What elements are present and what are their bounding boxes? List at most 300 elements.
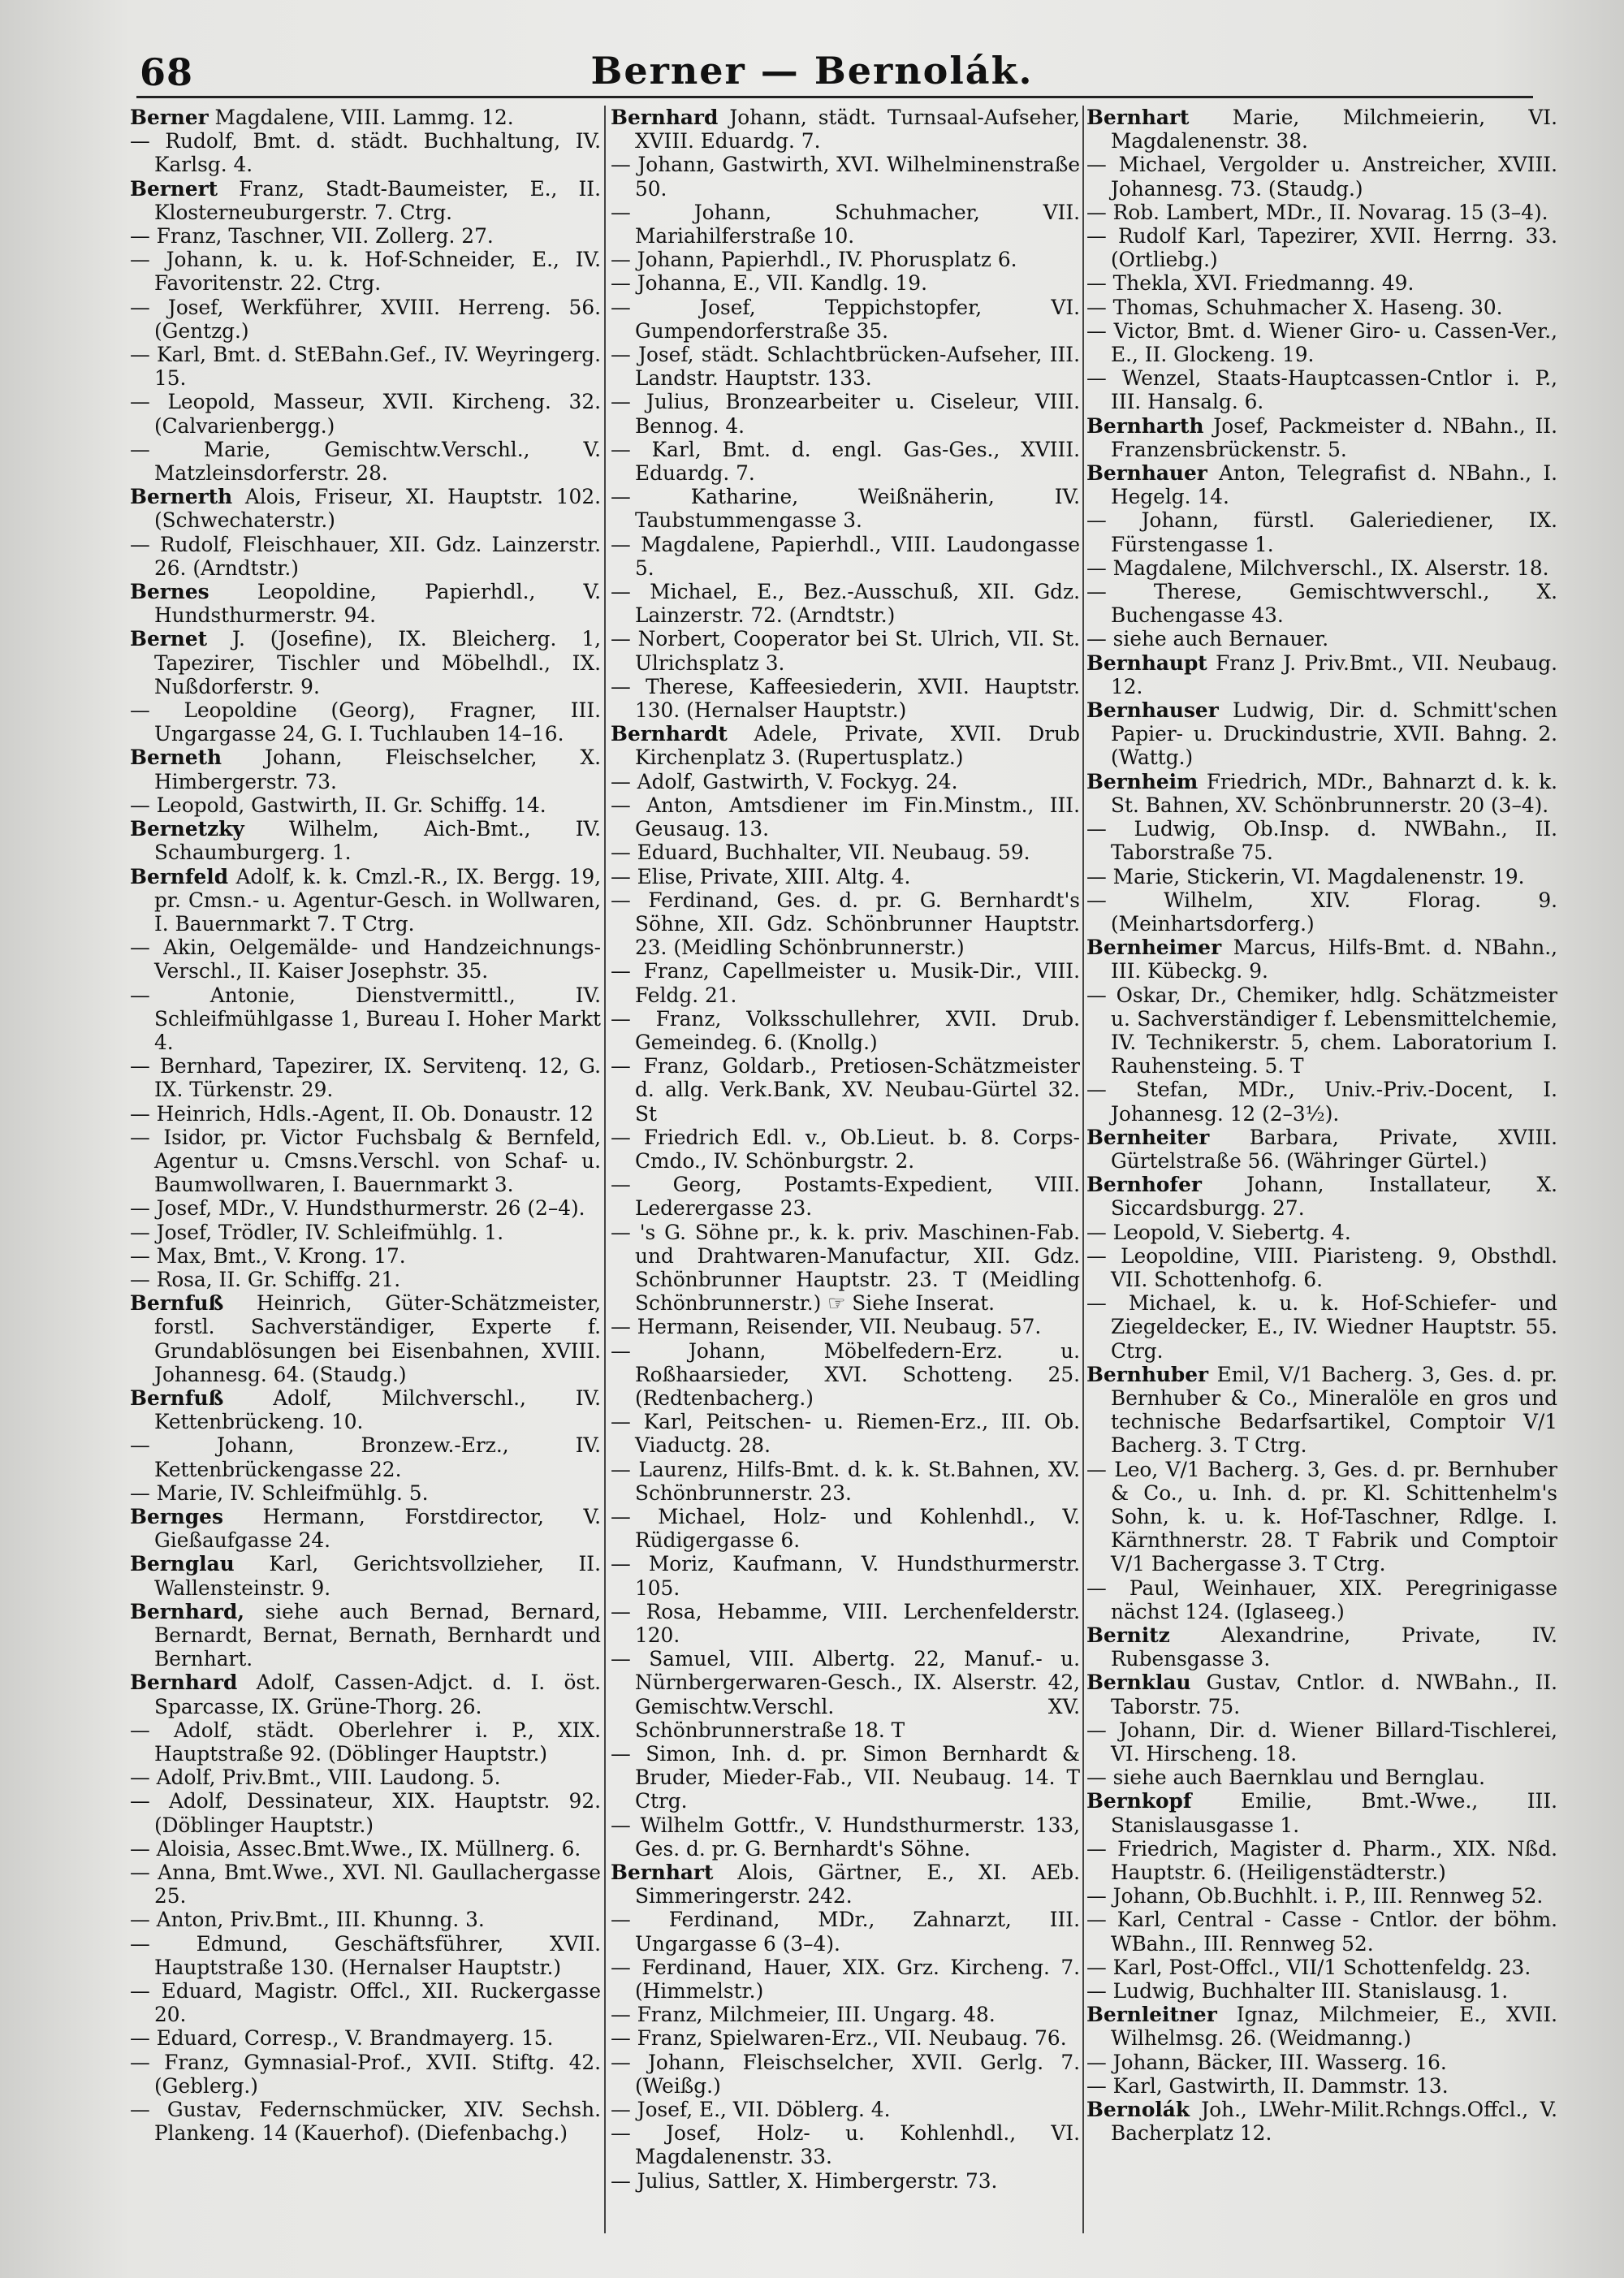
directory-entry <box>1086 580 1557 627</box>
directory-entry <box>611 1956 1080 2003</box>
entry-text: — Leo, V/1 Bacherg. 3, Ges. d. pr. Bernhuber & Co., u. Inh. d. pr. Kl. Schittenhelm's Sohn, k. u. k. Hof-Taschner, Rdlge. I. Kärnthnerstr. 28. T Fabrik und Comptoir V/1 Bachergasse 3. T Ctrg. <box>1086 1457 1557 1576</box>
directory-entry <box>611 1813 1080 1861</box>
directory-entry <box>611 580 1080 627</box>
entry-text: — Rosa, Hebamme, VIII. Lerchenfelderstr. 120. <box>611 1599 1080 1647</box>
entry-text: siehe auch Bernad, Bernard, Bernardt, Bernat, Bernath, Bernhardt und Bernhart. <box>154 1599 601 1671</box>
entry-text: Magdalene, VIII. Lammg. 12. <box>208 106 514 129</box>
entry-text: — Laurenz, Hilfs-Bmt. d. k. k. St.Bahnen, XV. Schönbrunnerstr. 23. <box>611 1457 1080 1505</box>
entry-text: — Josef, MDr., V. Hundsthurmerstr. 26 (2–4). <box>130 1196 585 1221</box>
entry-surname: Bernhart <box>611 1861 714 1885</box>
entry-text: Adolf, Cassen-Adjct. d. I. öst. Sparcasse, IX. Grüne-Thorg. 26. <box>154 1671 601 1718</box>
directory-entry <box>1086 2051 1557 2074</box>
directory-entry <box>1086 366 1557 413</box>
entry-text: — Karl, Gastwirth, II. Dammstr. 13. <box>1086 2073 1449 2098</box>
entry-surname: Bernleitner <box>1086 2003 1217 2027</box>
entry-text: Ignaz, Milchmeier, E., XVII. Wilhelmsg. 26. (Weidmanng.) <box>1111 2003 1557 2051</box>
entry-text: — Anna, Bmt.Wwe., XVI. Nl. Gaullachergasse 25. <box>130 1861 601 1908</box>
entry-text: — Johann, Bronzew.-Erz., IV. Kettenbrückengasse 22. <box>130 1433 601 1481</box>
directory-entry <box>1086 865 1557 888</box>
entry-text: — Anton, Priv.Bmt., III. Khunng. 3. <box>130 1908 485 1932</box>
entry-surname: Bernhofer <box>1086 1173 1202 1197</box>
entry-text: Alois, Friseur, XI. Hauptstr. 102. (Schwechaterstr.) <box>154 485 601 533</box>
directory-entry <box>130 1979 601 2026</box>
entry-text: Adele, Private, XVII. Drub Kirchenplatz 3. (Rupertusplatz.) <box>635 722 1080 770</box>
entry-text: — Moriz, Kaufmann, V. Hundsthurmerstr. 105. <box>611 1552 1080 1600</box>
entry-surname: Bernitz <box>1086 1623 1170 1647</box>
entry-text: — Eduard, Magistr. Offcl., XII. Ruckergasse 20. <box>130 1979 601 2027</box>
directory-entry <box>1086 201 1557 224</box>
directory-entry <box>130 817 601 864</box>
directory-entry <box>1086 1979 1557 2003</box>
entry-text: Josef, Packmeister d. NBahn., II. Franzensbrückenstr. 5. <box>1111 413 1557 461</box>
entry-surname: Bernolák <box>1086 2098 1190 2122</box>
directory-entry <box>611 153 1080 200</box>
entry-surname: Bernharth <box>1086 413 1204 438</box>
directory-entry <box>130 296 601 343</box>
directory-entry <box>130 1054 601 1101</box>
entry-text: — Michael, Holz- und Kohlenhdl., V. Rüdigergasse 6. <box>611 1504 1080 1553</box>
entry-text: — Norbert, Cooperator bei St. Ulrich, VII. St. Ulrichsplatz 3. <box>611 627 1080 675</box>
entry-surname: Bernkopf <box>1086 1789 1192 1813</box>
entry-text: — Johann, Gastwirth, XVI. Wilhelminenstraße 50. <box>611 153 1080 201</box>
entry-text: Marcus, Hilfs-Bmt. d. NBahn., III. Kübeckg. 9. <box>1111 936 1557 983</box>
directory-entry <box>611 1552 1080 1599</box>
directory-entry <box>1086 888 1557 936</box>
entry-text: — Leopoldine (Georg), Fragner, III. Ungargasse 24, G. I. Tuchlauben 14–16. <box>130 698 601 746</box>
page-number: 68 <box>140 50 194 94</box>
directory-entry <box>611 1221 1080 1316</box>
directory-entry <box>1086 1884 1557 1908</box>
entry-surname: Bernert <box>130 176 218 201</box>
directory-entry <box>611 770 1080 793</box>
entry-text: — Thekla, XVI. Friedmanng. 49. <box>1086 271 1415 296</box>
directory-entry <box>130 865 601 936</box>
directory-entry <box>611 675 1080 722</box>
directory-entry <box>611 2003 1080 2026</box>
entry-surname: Bernes <box>130 580 209 604</box>
entry-text: — Johann, fürstl. Galeriediener, IX. Fürstengasse 1. <box>1086 508 1557 556</box>
entry-text: — Gustav, Federnschmücker, XIV. Sechsh. Plankeng. 14 (Kauerhof). (Diefenbachg.) <box>130 2098 601 2146</box>
column-divider <box>604 106 606 2233</box>
directory-entry <box>130 1126 601 1197</box>
directory-entry <box>1086 1244 1557 1291</box>
entry-surname: Bernges <box>130 1504 223 1528</box>
directory-entry <box>1086 556 1557 580</box>
column-2 <box>611 106 1080 2258</box>
entry-text: — Stefan, MDr., Univ.-Priv.-Docent, I. Johannesg. 12 (2–3½). <box>1086 1078 1557 1126</box>
entry-text: — Franz, Taschner, VII. Zollerg. 27. <box>130 224 494 249</box>
entry-text: — Edmund, Geschäftsführer, XVII. Hauptstraße 130. (Hernalser Hauptstr.) <box>130 1931 601 1979</box>
column-1 <box>130 106 601 2258</box>
entry-surname: Bernhauer <box>1086 461 1207 486</box>
entry-text: Joh., LWehr-Milit.Rchngs.Offcl., V. Bacherplatz 12. <box>1111 2098 1557 2146</box>
directory-entry <box>130 1221 601 1244</box>
entry-text: — Wenzel, Staats-Hauptcassen-Cntlor i. P., III. Hansalg. 6. <box>1086 366 1557 414</box>
directory-entry <box>611 1742 1080 1813</box>
entry-text: — Karl, Central - Casse - Cntlor. der böhm. WBahn., III. Rennweg 52. <box>1086 1908 1557 1956</box>
entry-text: — Franz, Goldarb., Pretiosen-Schätzmeister d. allg. Verk.Bank, XV. Neubau-Gürtel 32. St <box>611 1054 1080 1126</box>
entry-text: — Franz, Capellmeister u. Musik-Dir., VIII. Feldg. 21. <box>611 959 1080 1007</box>
entry-surname: Bernklau <box>1086 1671 1191 1695</box>
directory-entry <box>611 865 1080 888</box>
entry-text: — Josef, Holz- u. Kohlenhdl., VI. Magdalenenstr. 33. <box>611 2121 1080 2169</box>
directory-entry <box>1086 271 1557 295</box>
directory-entry <box>611 841 1080 864</box>
entry-text: — Friedrich, Magister d. Pharm., XIX. Nßd. Hauptstr. 6. (Heiligenstädterstr.) <box>1086 1836 1557 1885</box>
entry-surname: Bernhardt <box>611 722 728 746</box>
entry-text: — Karl, Bmt. d. engl. Gas-Ges., XVIII. Eduardg. 7. <box>611 437 1080 486</box>
directory-entry <box>611 888 1080 960</box>
entry-text: — Johann, Möbelfedern-Erz. u. Roßhaarsieder, XVI. Schotteng. 25. (Redtenbacherg.) <box>611 1338 1080 1410</box>
directory-entry <box>611 627 1080 674</box>
directory-entry <box>1086 1078 1557 1125</box>
entry-surname: Bernhard <box>130 1671 238 1695</box>
directory-entry <box>611 2026 1080 2050</box>
directory-entry <box>611 2169 1080 2193</box>
entry-text: Hermann, Forstdirector, V. Gießaufgasse 24. <box>154 1504 601 1553</box>
directory-entry <box>130 533 601 580</box>
directory-entry <box>1086 1173 1557 1220</box>
directory-entry <box>130 177 601 224</box>
entry-text: — Simon, Inh. d. pr. Simon Bernhardt & Bruder, Mieder-Fab., VII. Neubaug. 14. T Ctrg. <box>611 1742 1080 1813</box>
directory-entry <box>130 248 601 295</box>
entry-surname: Bernhauser <box>1086 698 1219 723</box>
directory-entry <box>1086 1458 1557 1576</box>
directory-entry <box>611 722 1080 769</box>
directory-entry <box>130 1386 601 1433</box>
directory-entry <box>130 2051 601 2098</box>
running-head: Berner — Bernolák. <box>590 49 1034 93</box>
entry-text: — Josef, Werkführer, XVIII. Herreng. 56. (Gentzg.) <box>130 295 601 343</box>
entry-text: — Rob. Lambert, MDr., II. Novarag. 15 (3–4). <box>1086 200 1548 224</box>
entry-text: — Franz, Gymnasial-Prof., XVII. Stiftg. 42. (Geblerg.) <box>130 2050 601 2098</box>
directory-entry <box>130 1291 601 1386</box>
entry-text: — Oskar, Dr., Chemiker, hdlg. Schätzmeister u. Sachverständiger f. Lebensmittelchemie, IV. Technikerstr. 5, chem. Laboratorium I. Rauhensteing. 5. T <box>1086 983 1557 1078</box>
entry-text: — Wilhelm, XIV. Florag. 9. (Meinhartsdorferg.) <box>1086 888 1557 936</box>
directory-entry <box>1086 1908 1557 1955</box>
entry-text: — Georg, Postamts-Expedient, VIII. Lederergasse 23. <box>611 1173 1080 1221</box>
directory-entry <box>1086 627 1557 651</box>
directory-entry <box>611 1126 1080 1173</box>
directory-entry <box>1086 1718 1557 1766</box>
entry-surname: Bernhuber <box>1086 1362 1209 1386</box>
directory-entry <box>130 1505 601 1552</box>
entry-text: — Johanna, E., VII. Kandlg. 19. <box>611 271 927 296</box>
entry-text: — Magdalene, Papierhdl., VIII. Laudongasse 5. <box>611 532 1080 580</box>
entry-text: — Josef, städt. Schlachtbrücken-Aufseher, III. Landstr. Hauptstr. 133. <box>611 343 1080 391</box>
directory-entry <box>611 1861 1080 1908</box>
entry-text: — Therese, Kaffeesiederin, XVII. Hauptstr. 130. (Hernalser Hauptstr.) <box>611 674 1080 723</box>
entry-text: — Rudolf, Bmt. d. städt. Buchhaltung, IV. Karlsg. 4. <box>130 129 601 177</box>
directory-entry <box>611 959 1080 1006</box>
entry-text: — Marie, IV. Schleifmühlg. 5. <box>130 1480 429 1505</box>
directory-entry <box>130 793 601 817</box>
directory-entry <box>1086 296 1557 319</box>
directory-entry <box>1086 461 1557 508</box>
column-divider <box>1082 106 1084 2233</box>
directory-entry <box>130 224 601 248</box>
entry-surname: Bernhaupt <box>1086 651 1207 675</box>
entry-text: — Karl, Post-Offcl., VII/1 Schottenfeldg. 23. <box>1086 1955 1531 1979</box>
entry-text: — Adolf, Priv.Bmt., VIII. Laudong. 5. <box>130 1766 501 1790</box>
directory-entry <box>1086 2098 1557 2145</box>
directory-entry <box>130 2098 601 2145</box>
directory-entry <box>1086 1789 1557 1836</box>
directory-entry <box>611 1647 1080 1742</box>
entry-text: — 's G. Söhne pr., k. k. priv. Maschinen-Fab. und Drahtwaren-Manufactur, XII. Gdz. Schönbrunner Hauptstr. 23. T (Meidling Schönbrunnerstr.) ☞ Siehe Inserat. <box>611 1220 1080 1316</box>
directory-entry <box>611 485 1080 532</box>
directory-entry <box>611 1007 1080 1054</box>
entry-text: — Paul, Weinhauer, XIX. Peregrinigasse nächst 124. (Iglaseeg.) <box>1086 1576 1557 1623</box>
entry-text: — Magdalene, Milchverschl., IX. Alserstr. 18. <box>1086 555 1549 580</box>
directory-entry <box>1086 2003 1557 2050</box>
directory-entry <box>1086 698 1557 770</box>
directory-entry <box>130 1932 601 1979</box>
entry-text: — Leopold, Masseur, XVII. Kircheng. 32. (Calvarienbergg.) <box>130 390 601 438</box>
directory-entry <box>130 1268 601 1291</box>
directory-entry <box>1086 2074 1557 2098</box>
directory-entry <box>1086 1221 1557 1244</box>
directory-entry <box>130 627 601 698</box>
directory-entry <box>1086 106 1557 153</box>
directory-entry <box>611 248 1080 271</box>
directory-entry <box>611 343 1080 390</box>
entry-surname: Bernhart <box>1086 106 1190 129</box>
entry-text: Ludwig, Dir. d. Schmitt'schen Papier- u. Druckindustrie, XVII. Bahng. 2. (Wattg.) <box>1111 698 1557 770</box>
entry-surname: Bernerth <box>130 485 233 509</box>
directory-entry <box>611 1173 1080 1220</box>
entry-text: — Leopold, Gastwirth, II. Gr. Schiffg. 14. <box>130 793 546 817</box>
directory-entry <box>130 129 601 176</box>
directory-entry <box>611 793 1080 841</box>
entry-text: Gustav, Cntlor. d. NWBahn., II. Taborstr. 75. <box>1111 1671 1557 1718</box>
directory-entry <box>1086 770 1557 817</box>
entry-text: — Adolf, Dessinateur, XIX. Hauptstr. 92. (Döblinger Hauptstr.) <box>130 1789 601 1837</box>
entry-text: — Eduard, Buchhalter, VII. Neubaug. 59. <box>611 841 1030 865</box>
entry-text: — Julius, Sattler, X. Himbergerstr. 73. <box>611 2168 998 2193</box>
entry-text: — Friedrich Edl. v., Ob.Lieut. b. 8. Corps-Cmdo., IV. Schönburgstr. 2. <box>611 1125 1080 1173</box>
directory-entry <box>130 1433 601 1480</box>
directory-entry <box>611 271 1080 295</box>
entry-text: — Michael, k. u. k. Hof-Schiefer- und Ziegeldecker, E., IV. Wiedner Hauptstr. 55. Ctrg. <box>1086 1291 1557 1363</box>
entry-text: — Rudolf Karl, Tapezirer, XVII. Herrng. 33. (Ortliebg.) <box>1086 224 1557 272</box>
column-3 <box>1086 106 1557 2258</box>
directory-entry <box>1086 414 1557 461</box>
directory-entry <box>611 2121 1080 2168</box>
directory-entry <box>611 1410 1080 1457</box>
entry-surname: Berner <box>130 106 209 129</box>
directory-entry <box>130 1244 601 1268</box>
entry-text: Barbara, Private, XVIII. Gürtelstraße 56. (Währinger Gürtel.) <box>1111 1125 1557 1173</box>
entry-text: — Thomas, Schuhmacher X. Haseng. 30. <box>1086 295 1503 319</box>
directory-entry <box>611 106 1080 153</box>
directory-entry <box>611 1315 1080 1338</box>
directory-entry <box>1086 224 1557 271</box>
entry-text: — Therese, Gemischtwverschl., X. Buchengasse 43. <box>1086 580 1557 628</box>
directory-entry <box>130 390 601 437</box>
entry-surname: Bernfeld <box>130 864 229 888</box>
directory-entry <box>130 1718 601 1766</box>
directory-entry <box>611 1054 1080 1126</box>
directory-entry <box>1086 1837 1557 1884</box>
directory-entry <box>1086 1671 1557 1718</box>
entry-text: — Johann, Dir. d. Wiener Billard-Tischlerei, VI. Hirscheng. 18. <box>1086 1718 1557 1766</box>
entry-text: — Franz, Spielwaren-Erz., VII. Neubaug. 76. <box>611 2026 1067 2051</box>
directory-entry <box>1086 651 1557 698</box>
entry-text: — Marie, Gemischtw.Verschl., V. Matzleinsdorferstr. 28. <box>130 437 601 486</box>
directory-entry <box>130 1196 601 1220</box>
directory-entry <box>130 438 601 485</box>
directory-entry <box>1086 1623 1557 1671</box>
directory-entry <box>130 983 601 1055</box>
directory-entry <box>611 533 1080 580</box>
entry-surname: Bernfuß <box>130 1385 224 1410</box>
entry-text: Wilhelm, Aich-Bmt., IV. Schaumburgerg. 1. <box>154 817 601 865</box>
entry-text: J. (Josefine), IX. Bleicherg. 1, Tapezirer, Tischler und Möbelhdl., IX. Nußdorferstr. 9. <box>154 627 601 698</box>
directory-entry <box>130 1837 601 1861</box>
directory-entry <box>130 1766 601 1789</box>
entry-text: — Heinrich, Hdls.-Agent, II. Ob. Donaustr. 12 <box>130 1101 594 1126</box>
entry-surname: Bernglau <box>130 1552 235 1576</box>
directory-entry <box>1086 153 1557 200</box>
entry-text: — siehe auch Bernauer. <box>1086 627 1329 651</box>
directory-entry <box>1086 1956 1557 1979</box>
entry-text: — Adolf, Gastwirth, V. Fockyg. 24. <box>611 769 958 793</box>
entry-text: Marie, Milchmeierin, VI. Magdalenenstr. 38. <box>1111 106 1557 153</box>
directory-entry <box>130 1481 601 1505</box>
entry-surname: Bernfuß <box>130 1291 224 1316</box>
entry-text: — Max, Bmt., V. Krong. 17. <box>130 1243 406 1268</box>
directory-entry <box>611 2051 1080 2098</box>
entry-text: — Karl, Peitschen- u. Riemen-Erz., III. Ob. Viaductg. 28. <box>611 1410 1080 1458</box>
directory-entry <box>1086 1576 1557 1623</box>
entry-text: — siehe auch Baernklau und Bernglau. <box>1086 1766 1485 1790</box>
entry-surname: Berneth <box>130 746 222 770</box>
entry-text: — Aloisia, Assec.Bmt.Wwe., IX. Müllnerg. 6. <box>130 1836 581 1861</box>
entry-surname: Bernheiter <box>1086 1125 1210 1149</box>
entry-text: — Adolf, städt. Oberlehrer i. P., XIX. Hauptstraße 92. (Döblinger Hauptstr.) <box>130 1718 601 1766</box>
directory-entry <box>611 1908 1080 1955</box>
directory-entry <box>130 485 601 532</box>
entry-text: — Victor, Bmt. d. Wiener Giro- u. Cassen-Ver., E., II. Glockeng. 19. <box>1086 318 1557 367</box>
entry-text: — Katharine, Weißnäherin, IV. Taubstummengasse 3. <box>611 485 1080 533</box>
entry-text: — Johann, Papierhdl., IV. Phorusplatz 6. <box>611 248 1017 272</box>
entry-text: — Rosa, II. Gr. Schiffg. 21. <box>130 1267 401 1291</box>
directory-entry <box>1086 1291 1557 1363</box>
directory-entry <box>130 746 601 793</box>
directory-entry <box>130 343 601 390</box>
entry-text: — Ludwig, Ob.Insp. d. NWBahn., II. Taborstraße 75. <box>1086 817 1557 865</box>
entry-text: — Leopold, V. Siebertg. 4. <box>1086 1220 1351 1244</box>
entry-text: — Johann, Fleischselcher, XVII. Gerlg. 7. (Weißg.) <box>611 2050 1080 2098</box>
entry-text: — Ferdinand, MDr., Zahnarzt, III. Ungargasse 6 (3–4). <box>611 1908 1080 1956</box>
entry-text: Franz, Stadt-Baumeister, E., II. Klosterneuburgerstr. 7. Ctrg. <box>154 176 601 224</box>
entry-text: — Samuel, VIII. Albertg. 22, Manuf.- u. Nürnbergerwaren-Gesch., IX. Alserstr. 42, Gemischtw.Verschl. XV. Schönbrunnerstraße 18. T <box>611 1647 1080 1742</box>
entry-text: — Karl, Bmt. d. StEBahn.Gef., IV. Weyringerg. 15. <box>130 343 601 391</box>
directory-entry <box>1086 1126 1557 1173</box>
entry-text: Johann, städt. Turnsaal-Aufseher, XVIII. Eduardg. 7. <box>635 106 1080 153</box>
directory-entry <box>130 698 601 746</box>
entry-text: Johann, Fleischselcher, X. Himbergerstr. 73. <box>154 746 601 793</box>
entry-text: — Josef, E., VII. Döblerg. 4. <box>611 2098 891 2122</box>
directory-entry <box>130 106 601 129</box>
directory-entry <box>611 1600 1080 1647</box>
entry-text: — Hermann, Reisender, VII. Neubaug. 57. <box>611 1315 1042 1339</box>
entry-text: Leopoldine, Papierhdl., V. Hundsthurmerstr. 94. <box>154 580 601 628</box>
directory-entry <box>130 2026 601 2050</box>
header-rule <box>136 96 1533 98</box>
directory-entry <box>1086 508 1557 555</box>
entry-text: Alexandrine, Private, IV. Rubensgasse 3. <box>1111 1623 1557 1671</box>
entry-text: — Eduard, Corresp., V. Brandmayerg. 15. <box>130 2026 554 2051</box>
entry-text: — Johann, Schuhmacher, VII. Mariahilferstraße 10. <box>611 200 1080 249</box>
directory-entry <box>611 1505 1080 1552</box>
entry-text: — Julius, Bronzearbeiter u. Ciseleur, VIII. Bennog. 4. <box>611 390 1080 438</box>
entry-text: — Isidor, pr. Victor Fuchsbalg & Bernfeld, Agentur u. Cmsns.Verschl. von Schaf- u. Baumwollwaren, I. Bauernmarkt 3. <box>130 1125 601 1197</box>
entry-surname: Bernhard <box>611 106 719 129</box>
entry-text: Karl, Gerichtsvollzieher, II. Wallensteinstr. 9. <box>154 1552 601 1600</box>
entry-text: Anton, Telegrafist d. NBahn., I. Hegelg. 14. <box>1111 461 1557 509</box>
directory-entry <box>611 201 1080 248</box>
entry-text: — Rudolf, Fleischhauer, XII. Gdz. Lainzerstr. 26. (Arndtstr.) <box>130 532 601 580</box>
entry-text: Franz J. Priv.Bmt., VII. Neubaug. 12. <box>1111 651 1557 698</box>
entry-text: — Leopoldine, VIII. Piaristeng. 9, Obsthdl. VII. Schottenhofg. 6. <box>1086 1243 1557 1291</box>
entry-text: — Marie, Stickerin, VI. Magdalenenstr. 19. <box>1086 864 1525 888</box>
directory-entry <box>1086 1766 1557 1789</box>
entry-text: — Elise, Private, XIII. Altg. 4. <box>611 864 911 888</box>
entry-surname: Bernheimer <box>1086 936 1222 960</box>
entry-text: Friedrich, MDr., Bahnarzt d. k. k. St. Bahnen, XV. Schönbrunnerstr. 20 (3–4). <box>1111 769 1557 817</box>
entry-text: — Franz, Milchmeier, III. Ungarg. 48. <box>611 2003 996 2027</box>
entry-text: — Michael, E., Bez.-Ausschuß, XII. Gdz. Lainzerstr. 72. (Arndtstr.) <box>611 580 1080 628</box>
entry-text: — Michael, Vergolder u. Anstreicher, XVIII. Johannesg. 73. (Staudg.) <box>1086 153 1557 201</box>
directory-entry <box>1086 319 1557 366</box>
entry-text: Alois, Gärtner, E., XI. AEb. Simmeringerstr. 242. <box>635 1861 1080 1908</box>
entry-text: Heinrich, Güter-Schätzmeister, forstl. Sachverständiger, Experte f. Grundablösungen bei Eisenbahnen, XVIII. Johannesg. 64. (Staudg.) <box>154 1291 601 1386</box>
entry-surname: Bernetzky <box>130 817 244 841</box>
entry-text: — Johann, k. u. k. Hof-Schneider, E., IV. Favoritenstr. 22. Ctrg. <box>130 248 601 296</box>
entry-text: Emil, V/1 Bacherg. 3, Ges. d. pr. Bernhuber & Co., Mineralöle en gros und technische Bedarfsartikel, Comptoir V/1 Bacherg. 3. T Ctrg. <box>1111 1362 1557 1458</box>
entry-text: — Antonie, Dienstvermittl., IV. Schleifmühlgasse 1, Bureau I. Hoher Markt 4. <box>130 983 601 1054</box>
directory-entry <box>130 1908 601 1931</box>
directory-entry <box>1086 1363 1557 1458</box>
entry-text: — Wilhelm Gottfr., V. Hundsthurmerstr. 133, Ges. d. pr. G. Bernhardt's Söhne. <box>611 1813 1080 1861</box>
entry-text: — Ferdinand, Ges. d. pr. G. Bernhardt's Söhne, XII. Gdz. Schönbrunner Hauptstr. 23. (Meidling Schönbrunnerstr.) <box>611 888 1080 960</box>
entry-surname: Bernhard, <box>130 1599 244 1623</box>
entry-text: — Ferdinand, Hauer, XIX. Grz. Kircheng. 7. (Himmelstr.) <box>611 1955 1080 2004</box>
directory-entry <box>611 2098 1080 2121</box>
directory-entry <box>130 1789 601 1836</box>
directory-entry <box>130 936 601 983</box>
entry-surname: Bernheim <box>1086 769 1199 793</box>
entry-text: Adolf, k. k. Cmzl.-R., IX. Bergg. 19, pr. Cmsn.- u. Agentur-Gesch. in Wollwaren, I. Bauernmarkt 7. T Ctrg. <box>154 864 601 936</box>
directory-entry <box>130 1552 601 1599</box>
directory-entry <box>130 1671 601 1718</box>
entry-surname: Bernet <box>130 627 208 651</box>
directory-entry <box>130 1861 601 1908</box>
directory-entry <box>611 390 1080 437</box>
entry-text: — Anton, Amtsdiener im Fin.Minstm., III. Geusaug. 13. <box>611 793 1080 841</box>
entry-text: — Josef, Teppichstopfer, VI. Gumpendorferstraße 35. <box>611 295 1080 343</box>
directory-entry <box>1086 983 1557 1078</box>
directory-entry <box>611 1339 1080 1411</box>
entry-text: — Josef, Trödler, IV. Schleifmühlg. 1. <box>130 1220 504 1244</box>
directory-entry <box>130 1102 601 1126</box>
entry-text: — Ludwig, Buchhalter III. Stanislausg. 1. <box>1086 1979 1509 2004</box>
directory-entry <box>1086 936 1557 983</box>
entry-text: — Johann, Ob.Buchhlt. i. P., III. Rennweg 52. <box>1086 1884 1544 1908</box>
directory-entry <box>611 438 1080 485</box>
